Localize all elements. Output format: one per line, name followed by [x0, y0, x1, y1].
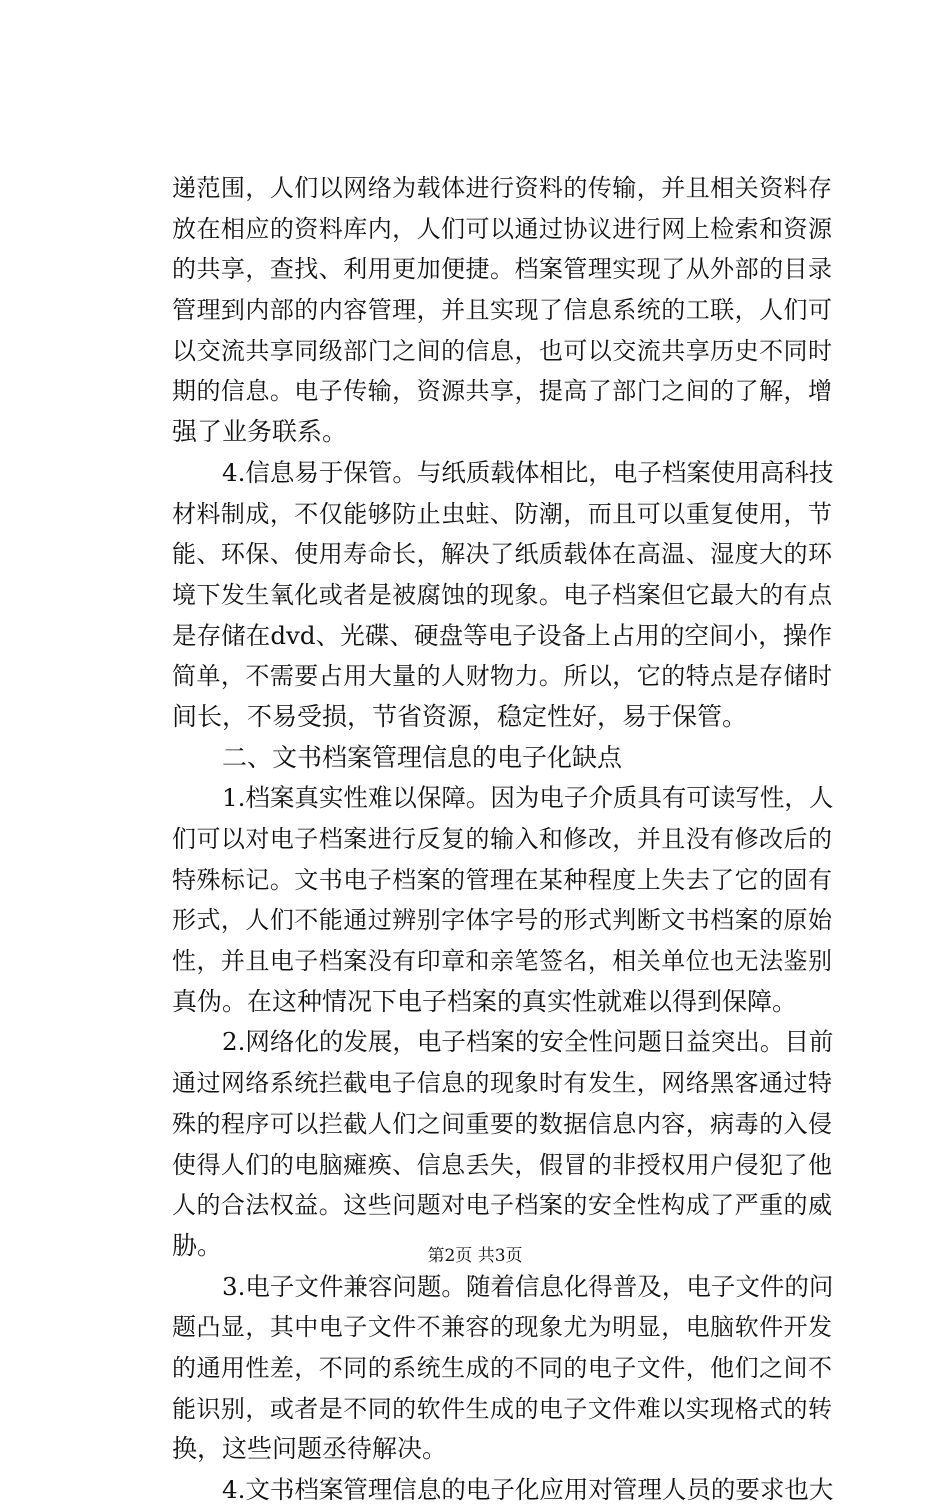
text-line: 性，并且电子档案没有印章和亲笔签名，相关单位也无法鉴别	[172, 947, 832, 976]
text-line: 胁。	[172, 1230, 223, 1260]
text-line: 特殊标记。文书电子档案的管理在某种程度上失去了它的固有	[172, 865, 832, 894]
text-line: 管理到内部的内容管理，并且实现了信息系统的工联，人们可	[172, 296, 832, 325]
text-line: 通过网络系统拦截电子信息的现象时有发生，网络黑客通过特	[172, 1069, 832, 1098]
text-line: 能识别，或者是不同的软件生成的电子文件难以实现格式的转	[172, 1394, 832, 1423]
text-line: 的共享，查找、利用更加便捷。档案管理实现了从外部的目录	[172, 255, 832, 284]
text-line: 期的信息。电子传输，资源共享，提高了部门之间的了解，增	[172, 377, 832, 406]
text-line: 间长，不易受损，节省资源，稳定性好，易于保管。	[172, 701, 748, 731]
text-line: 境下发生氧化或者是被腐蚀的现象。电子档案但它最大的有点	[172, 580, 832, 609]
text-line: 二、文书档案管理信息的电子化缺点	[222, 742, 623, 772]
text-line: 换，这些问题丞待解决。	[172, 1434, 448, 1464]
text-line: 们可以对电子档案进行反复的输入和修改，并且没有修改后的	[172, 825, 832, 853]
text-line: 是存储在dvd、光碟、硬盘等电子设备上占用的空间小，操作	[172, 620, 832, 650]
document-body	[172, 168, 832, 1511]
text-line: 1.档案真实性难以保障。因为电子介质具有可读写性，人	[222, 783, 834, 813]
text-line: 使得人们的电脑瘫痪、信息丢失，假冒的非授权用户侵犯了他	[172, 1150, 832, 1179]
text-line: 真伪。在这种情况下电子档案的真实性就难以得到保障。	[172, 986, 798, 1016]
text-line: 放在相应的资料库内，人们可以通过协议进行网上检索和资源	[172, 214, 832, 243]
text-line: 能、环保、使用寿命长，解决了纸质载体在高温、湿度大的环	[172, 540, 832, 569]
text-line: 以交流共享同级部门之间的信息，也可以交流共享历史不同时	[172, 336, 832, 365]
text-line: 2.网络化的发展，电子档案的安全性问题日益突出。目前	[222, 1027, 834, 1057]
text-line: 3.电子文件兼容问题。随着信息化得普及，电子文件的问	[222, 1271, 834, 1301]
text-line: 4.信息易于保管。与纸质载体相比，电子档案使用高科技	[222, 457, 834, 487]
text-line: 形式，人们不能通过辨别字体字号的形式判断文书档案的原始	[172, 906, 832, 935]
text-line: 简单，不需要占用大量的人财物力。所以，它的特点是存储时	[172, 662, 832, 691]
text-line: 的通用性差，不同的系统生成的不同的电子文件，他们之间不	[172, 1353, 832, 1382]
text-line: 强了业务联系。	[172, 417, 348, 447]
text-line: 殊的程序可以拦截人们之间重要的数据信息内容，病毒的入侵	[172, 1109, 832, 1138]
text-line: 递范围，人们以网络为载体进行资料的传输，并且相关资料存	[172, 174, 832, 202]
text-line: 人的合法权益。这些问题对电子档案的安全性构成了严重的威	[172, 1191, 832, 1220]
text-line: 题凸显，其中电子文件不兼容的现象尤为明显，电脑软件开发	[172, 1313, 832, 1342]
page-footer: 第2页 共3页	[427, 1246, 523, 1266]
text-line: 材料制成，不仅能够防止虫蛀、防潮，而且可以重复使用，节	[172, 499, 832, 528]
text-line: 4.文书档案管理信息的电子化应用对管理人员的要求也大	[222, 1475, 834, 1504]
